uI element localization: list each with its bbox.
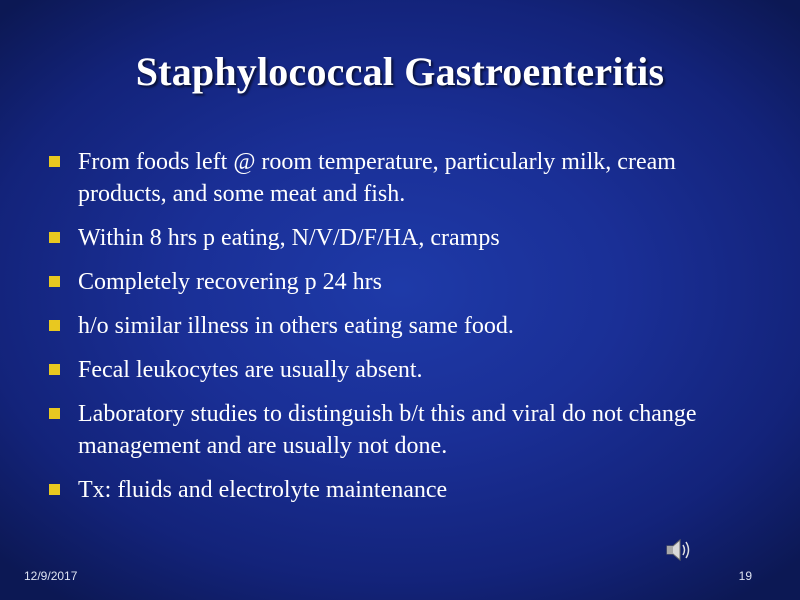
- bullet-item: [48, 310, 758, 342]
- bullet-item: [48, 474, 758, 506]
- bullet-list: [48, 146, 758, 518]
- square-bullet-icon: [49, 156, 60, 167]
- bullet-text: h/o similar illness in others eating same food.: [78, 313, 514, 339]
- footer-date: 12/9/2017: [24, 569, 78, 583]
- bullet-text: Completely recovering p 24 hrs: [78, 269, 382, 295]
- square-bullet-icon: [49, 320, 60, 331]
- bullet-text: Tx: fluids and electrolyte maintenance: [78, 477, 448, 503]
- square-bullet-icon: [49, 484, 60, 495]
- bullet-text: Within 8 hrs p eating, N/V/D/F/HA, cramps: [78, 225, 500, 251]
- bullet-item: [48, 354, 758, 386]
- bullet-text: Laboratory studies to distinguish b/t this and viral do not change management and are usually not done.: [78, 401, 697, 459]
- square-bullet-icon: [49, 408, 60, 419]
- slide-title: Staphylococcal Gastroenteritis: [135, 49, 665, 94]
- bullet-text: Fecal leukocytes are usually absent.: [78, 357, 423, 383]
- bullet-text: From foods left @ room temperature, particularly milk, cream products, and some meat and fish.: [78, 149, 676, 207]
- square-bullet-icon: [49, 232, 60, 243]
- speaker-icon[interactable]: [664, 536, 692, 564]
- square-bullet-icon: [49, 364, 60, 375]
- page-number: 19: [738, 569, 752, 583]
- bullet-item: [48, 222, 758, 254]
- bullet-item: [48, 266, 758, 298]
- square-bullet-icon: [49, 276, 60, 287]
- bullet-item: [48, 146, 758, 210]
- bullet-item: [48, 398, 758, 462]
